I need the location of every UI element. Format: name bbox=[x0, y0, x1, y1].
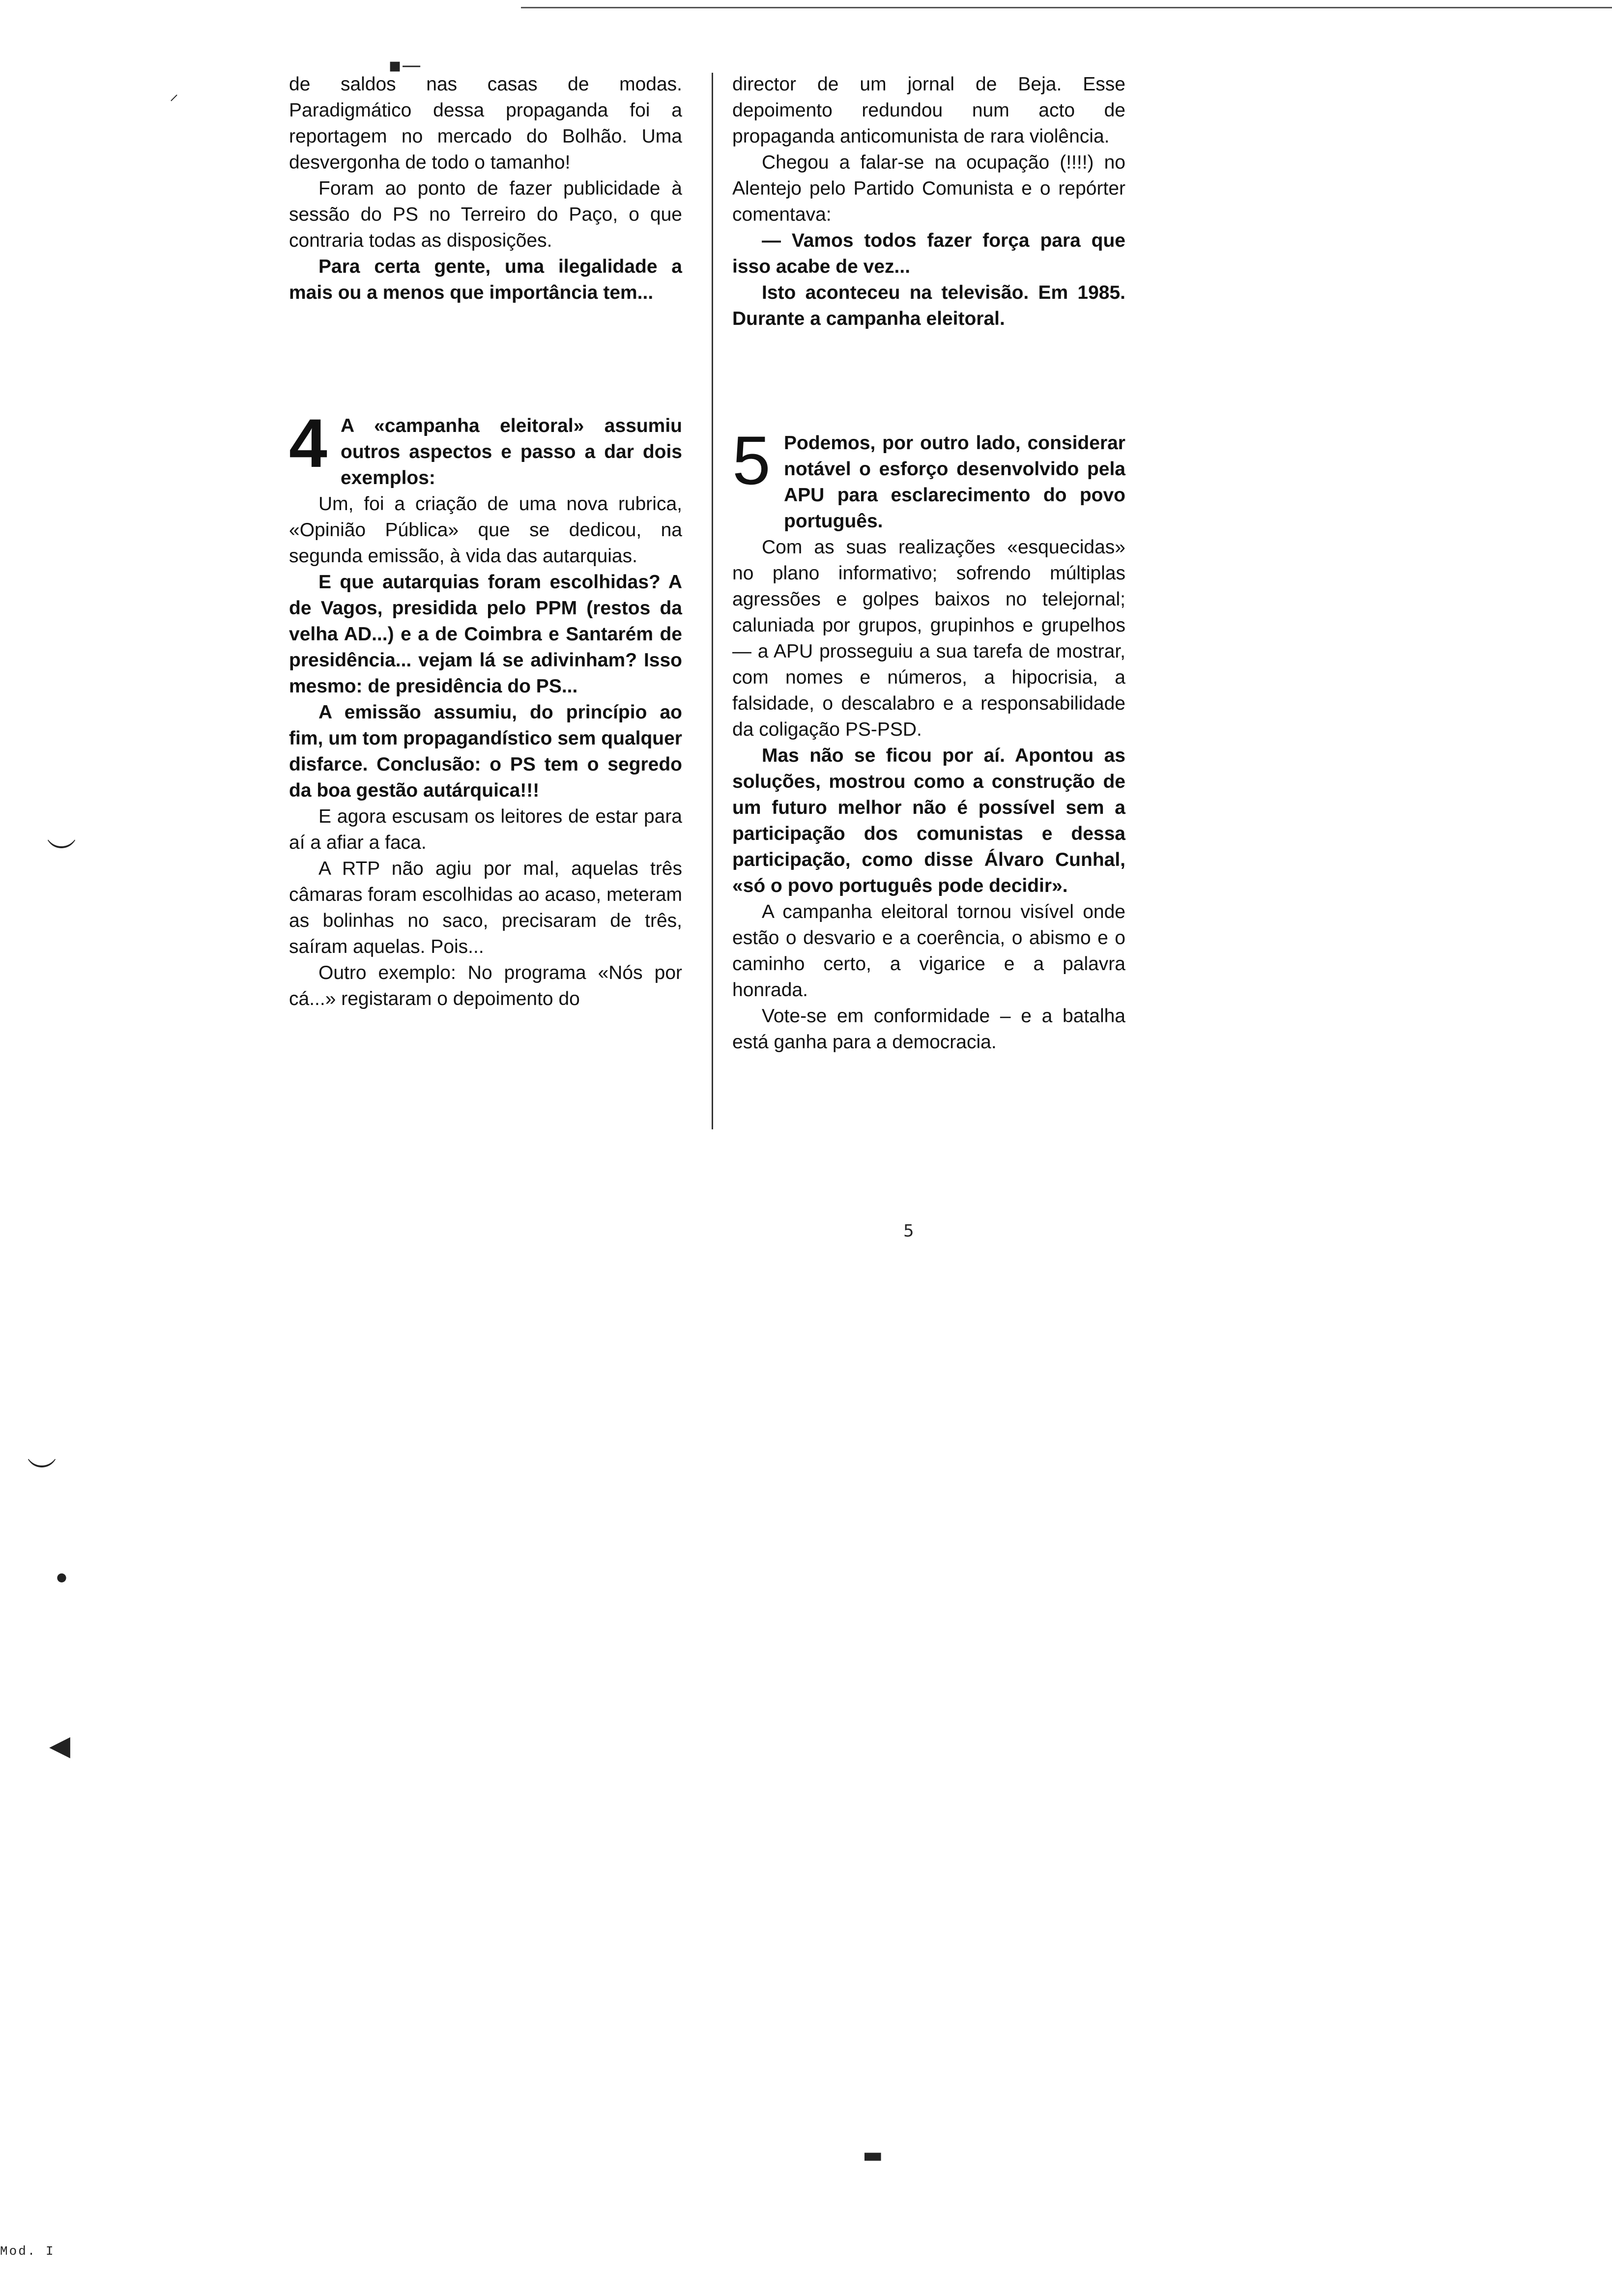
section-4 bbox=[289, 404, 682, 1012]
scan-mark-left-1: ⸝ bbox=[170, 84, 178, 104]
section-paragraph: E agora escusam os leitores de estar para aí a afiar a faca. bbox=[289, 806, 682, 853]
scan-mark-left-2: ︶ bbox=[47, 837, 76, 871]
page-mark: 5 bbox=[903, 1221, 914, 1241]
top-rule bbox=[521, 7, 1612, 8]
right-column bbox=[732, 71, 1125, 332]
section-number: 4 bbox=[289, 404, 327, 482]
section-paragraph: Vote-se em conformidade – e a batalha está ganha para a democracia. bbox=[732, 1005, 1125, 1053]
scan-mark-left-3: ︶ bbox=[27, 1456, 57, 1491]
right-paragraph: Isto aconteceu na televisão. Em 1985. Durante a campanha eleitoral. bbox=[732, 282, 1125, 329]
section-lead-text: A «campanha eleitoral» assumiu outros aspectos e passo a dar dois exemplos: bbox=[341, 415, 682, 488]
section-lead-text: Podemos, por outro lado, considerar notável o esforço desenvolvido pela APU para esclarecimento do povo português. bbox=[784, 432, 1125, 532]
scan-mark-left-4: ● bbox=[57, 1570, 67, 1584]
right-paragraph: Chegou a falar-se na ocupação (!!!!) no Alentejo pelo Partido Comunista e o repórter comentava: bbox=[732, 152, 1125, 225]
section-4-lead bbox=[289, 404, 682, 491]
column-divider bbox=[712, 73, 713, 1129]
section-paragraph: Com as suas realizações «esquecidas» no plano informativo; sofrendo múltiplas agressões e golpes baixos no telejornal; caluniada por grupos, grupinhos e grupelhos — a APU prosseguiu a sua tarefa de mostrar, com nomes e números, a hipocrisia, a falsidade, o descalabro e a responsabilidade da coligação PS-PSD. bbox=[732, 537, 1125, 740]
scan-mark-left-5: ◀ bbox=[49, 1730, 71, 1762]
right-paragraph: director de um jornal de Beja. Esse depoimento redundou num acto de propaganda anticomunista de rara violência. bbox=[732, 74, 1125, 147]
section-paragraph: A campanha eleitoral tornou visível onde estão o desvario e a coerência, o abismo e o caminho certo, a vigarice e a palavra honrada. bbox=[732, 901, 1125, 1001]
section-paragraph: Um, foi a criação de uma nova rubrica, «Opinião Pública» que se dedicou, na segunda emissão, à vida das autarquias. bbox=[289, 493, 682, 567]
section-paragraph: A emissão assumiu, do princípio ao fim, um tom propagandístico sem qualquer disfarce. Conclusão: o PS tem o segredo da boa gestão autárquica!!! bbox=[289, 702, 682, 801]
section-paragraph: A RTP não agiu por mal, aquelas três câmaras foram escolhidas ao acaso, meteram as bolinhas no saco, precisaram de três, saíram aquelas. Pois... bbox=[289, 858, 682, 957]
section-number: 5 bbox=[732, 422, 771, 499]
section-5-lead bbox=[732, 422, 1125, 534]
scan-mark-top: ▪— bbox=[388, 54, 422, 77]
section-paragraph: Outro exemplo: No programa «Nós por cá...» registaram o depoimento do bbox=[289, 962, 682, 1009]
footer-mark: Mod. I bbox=[0, 2244, 55, 2259]
section-paragraph: Mas não se ficou por aí. Apontou as soluções, mostrou como a construção de um futuro melhor não é possível sem a participação dos comunistas e dessa participação, como disse Álvaro Cunhal, «só o povo português pode decidir». bbox=[732, 745, 1125, 896]
right-paragraph: — Vamos todos fazer força para que isso acabe de vez... bbox=[732, 230, 1125, 277]
left-paragraph: Para certa gente, uma ilegalidade a mais ou a menos que importância tem... bbox=[289, 256, 682, 303]
scan-mark-bottom: ▬ bbox=[863, 2143, 883, 2168]
left-paragraph: de saldos nas casas de modas. Paradigmático dessa propaganda foi a reportagem no mercado do Bolhão. Uma desvergonha de todo o tamanho! bbox=[289, 74, 682, 173]
section-paragraph: E que autarquias foram escolhidas? A de Vagos, presidida pelo PPM (restos da velha AD...) e a de Coimbra e Santarém de presidência... vejam lá se adivinham? Isso mesmo: de presidência do PS... bbox=[289, 572, 682, 697]
left-column bbox=[289, 71, 682, 306]
left-paragraph: Foram ao ponto de fazer publicidade à sessão do PS no Terreiro do Paço, o que contraria todas as disposições. bbox=[289, 178, 682, 251]
section-5 bbox=[732, 422, 1125, 1055]
